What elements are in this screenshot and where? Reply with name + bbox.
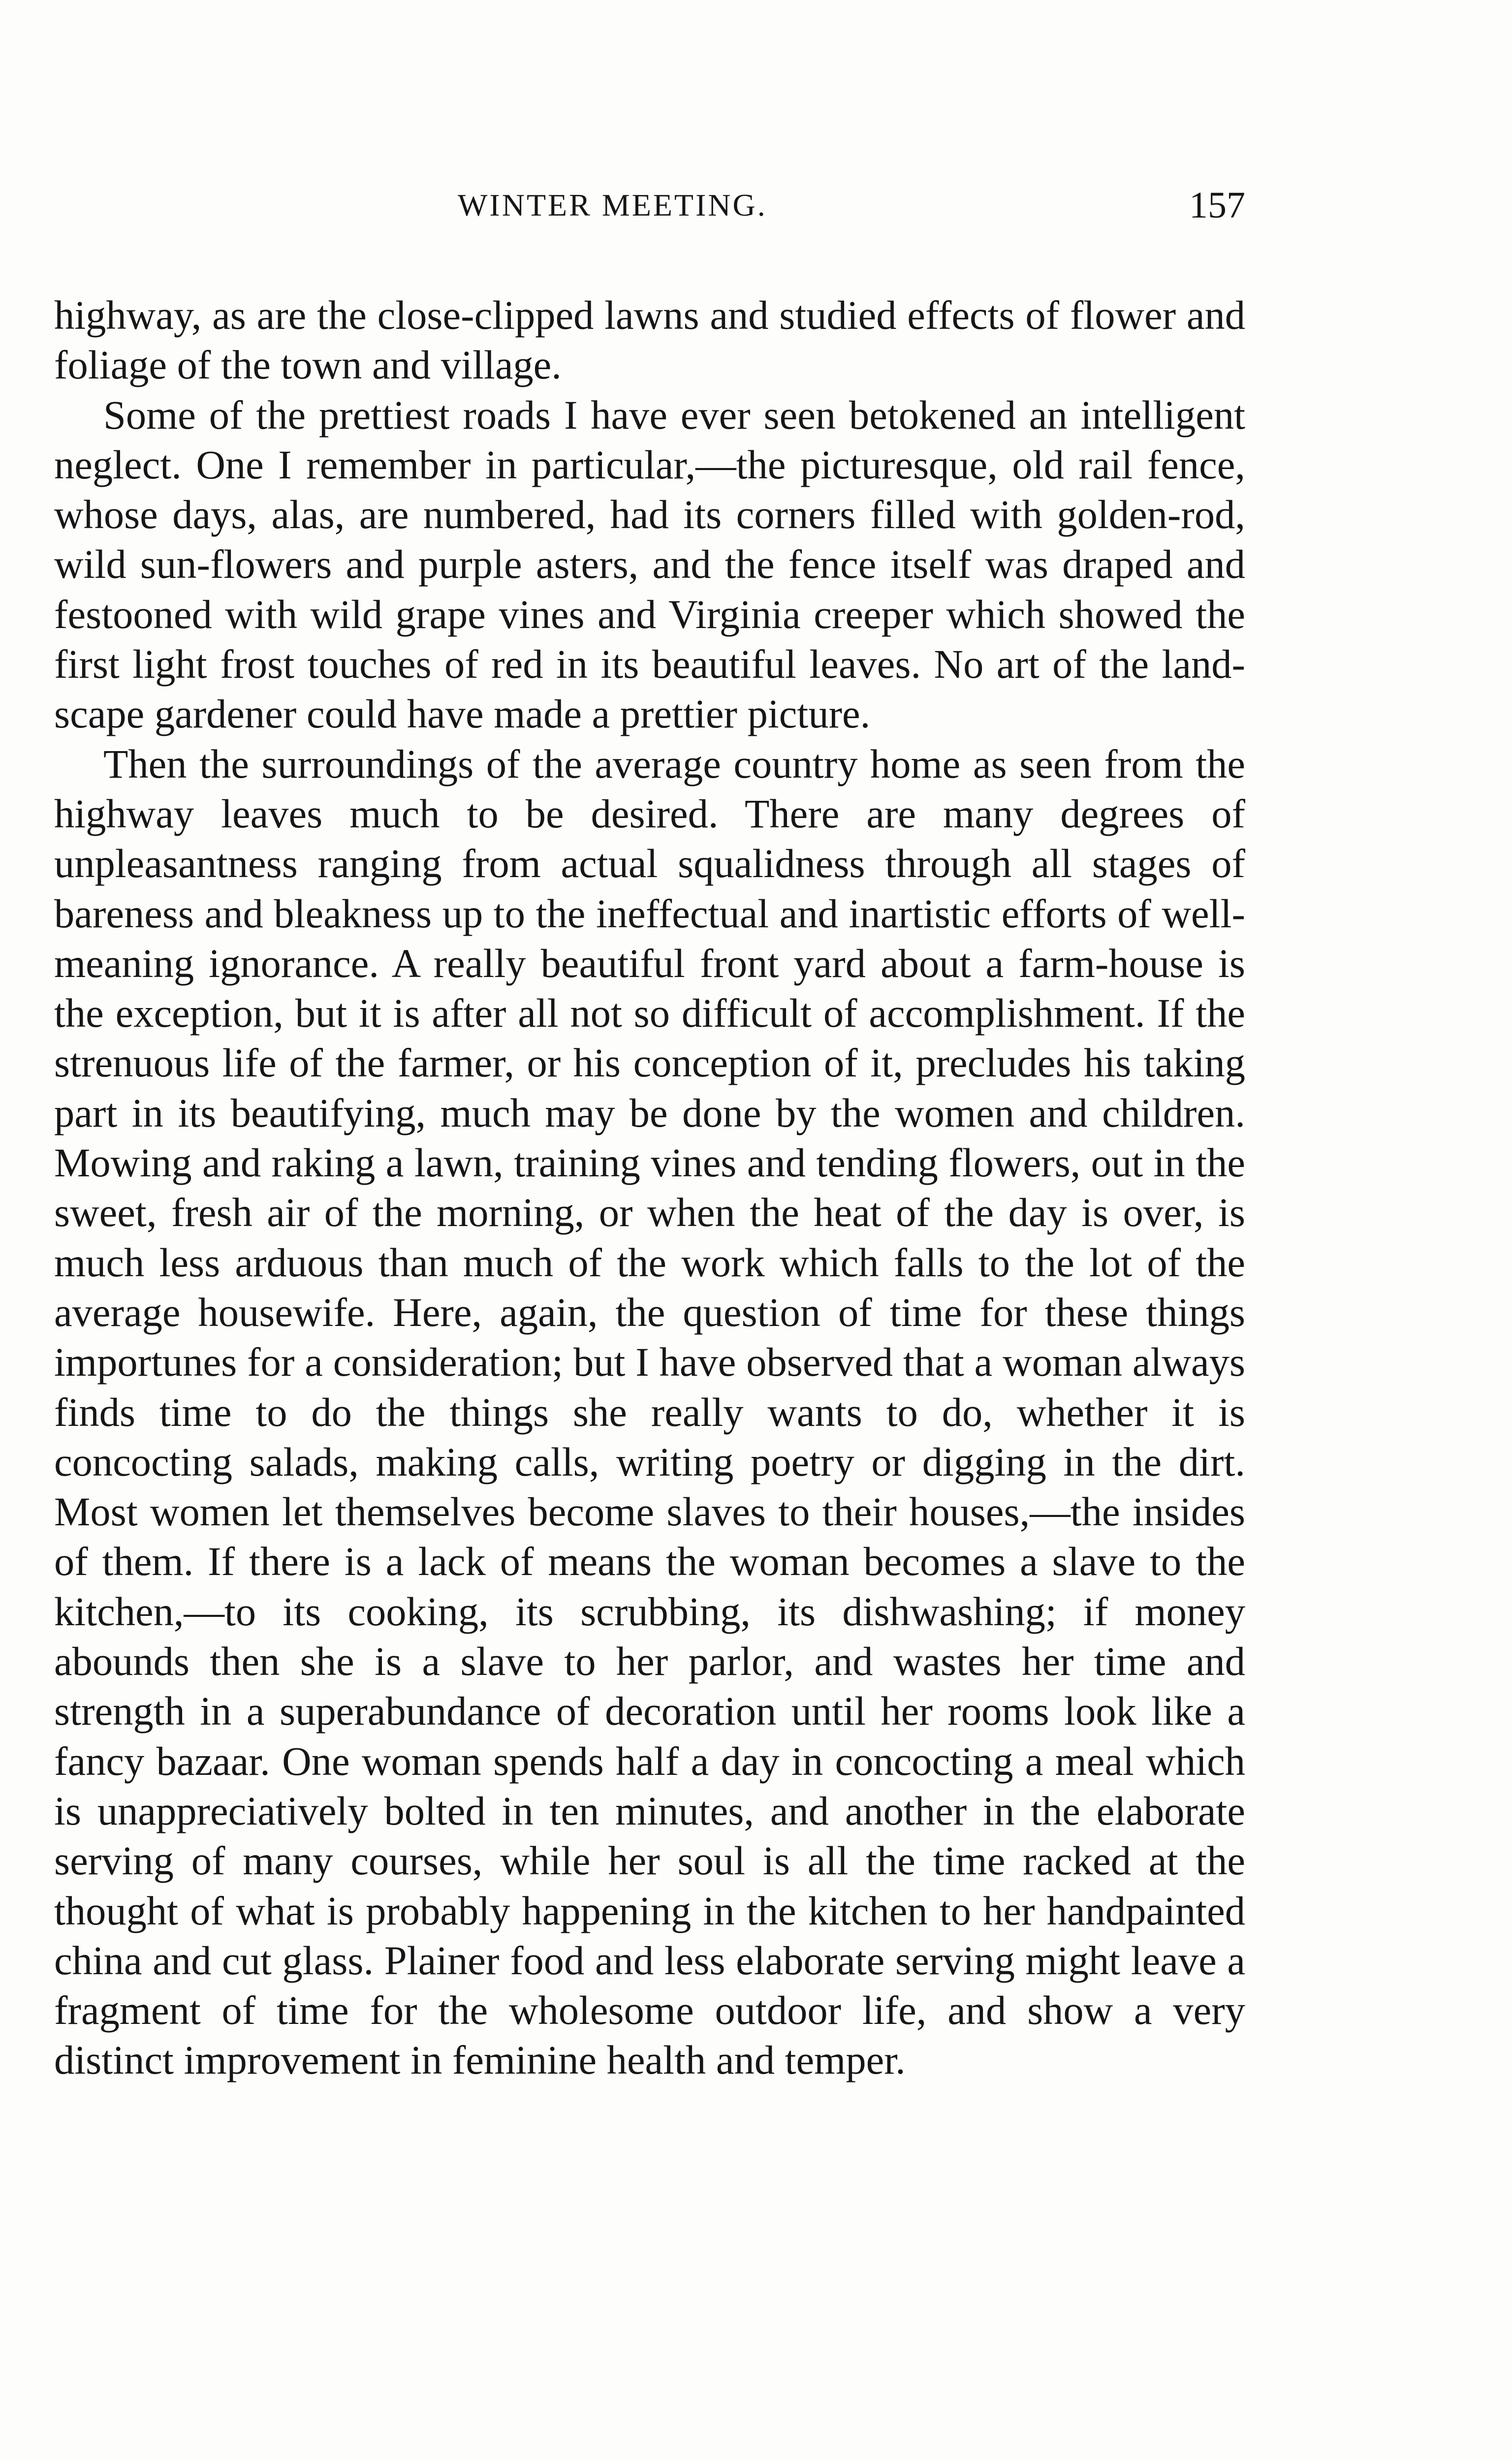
paragraph-continuation: highway, as are the close-clipped lawns and studied effects of flower and foliage of the town and village.	[54, 292, 1245, 388]
running-head	[54, 187, 1245, 241]
page-number: 157	[1189, 185, 1245, 226]
paragraph-country-home: Then the surroundings of the average country home as seen from the highway leaves much to be desired. There are many degrees of unpleasantness ranging from actual squalidness through all stages of bareness and bleakness up to the ineffectual and inartistic efforts of well-meaning ignorance. A really beautiful front yard about a farm-house is the exception, but it is after all not so difficult of accomplishment. If the strenuous life of the farmer, or his conception of it, precludes his taking part in its beautifying, much may be done by the women and children. Mowing and raking a lawn, training vines and tending flowers, out in the sweet, fresh air of the morning, or when the heat of the day is over, is much less arduous than much of the work which falls to the lot of the average housewife. Here, again, the question of time for these things importunes for a consideration; but I have observed that a woman always finds time to do the things she really wants to do, whether it is concocting salads, making calls, writing poetry or digging in the dirt. Most women let themselves become slaves to their houses,—the insides of them. If there is a lack of means the woman becomes a slave to the kitchen,—to its cooking, its scrubbing, its dishwashing; if money abounds then she is a slave to her parlor, and wastes her time and strength in a superabundance of decoration until her rooms look like a fancy bazaar. One woman spends half a day in concocting a meal which is unappreciatively bolted in ten minutes, and another in the elaborate serving of many courses, while her soul is all the time racked at the thought of what is probably happening in the kitchen to her handpainted china and cut glass. Plainer food and less elaborate serving might leave a fragment of time for the wholesome outdoor life, and show a very distinct improvement in feminine health and temper.	[54, 741, 1245, 2083]
running-title: WINTER MEETING.	[458, 188, 767, 222]
paragraph-roads: Some of the prettiest roads I have ever seen betokened an intelligent neglect. One I remember in particular,—the picturesque, old rail fence, whose days, alas, are numbered, had its corners filled with golden-rod, wild sun-flowers and purple asters, and the fence itself was draped and festooned with wild grape vines and Virginia creeper which showed the first light frost touches of red in its beautiful leaves. No art of the landscape gardener could have made a prettier picture.	[54, 392, 1245, 737]
body-text	[54, 290, 1245, 2085]
